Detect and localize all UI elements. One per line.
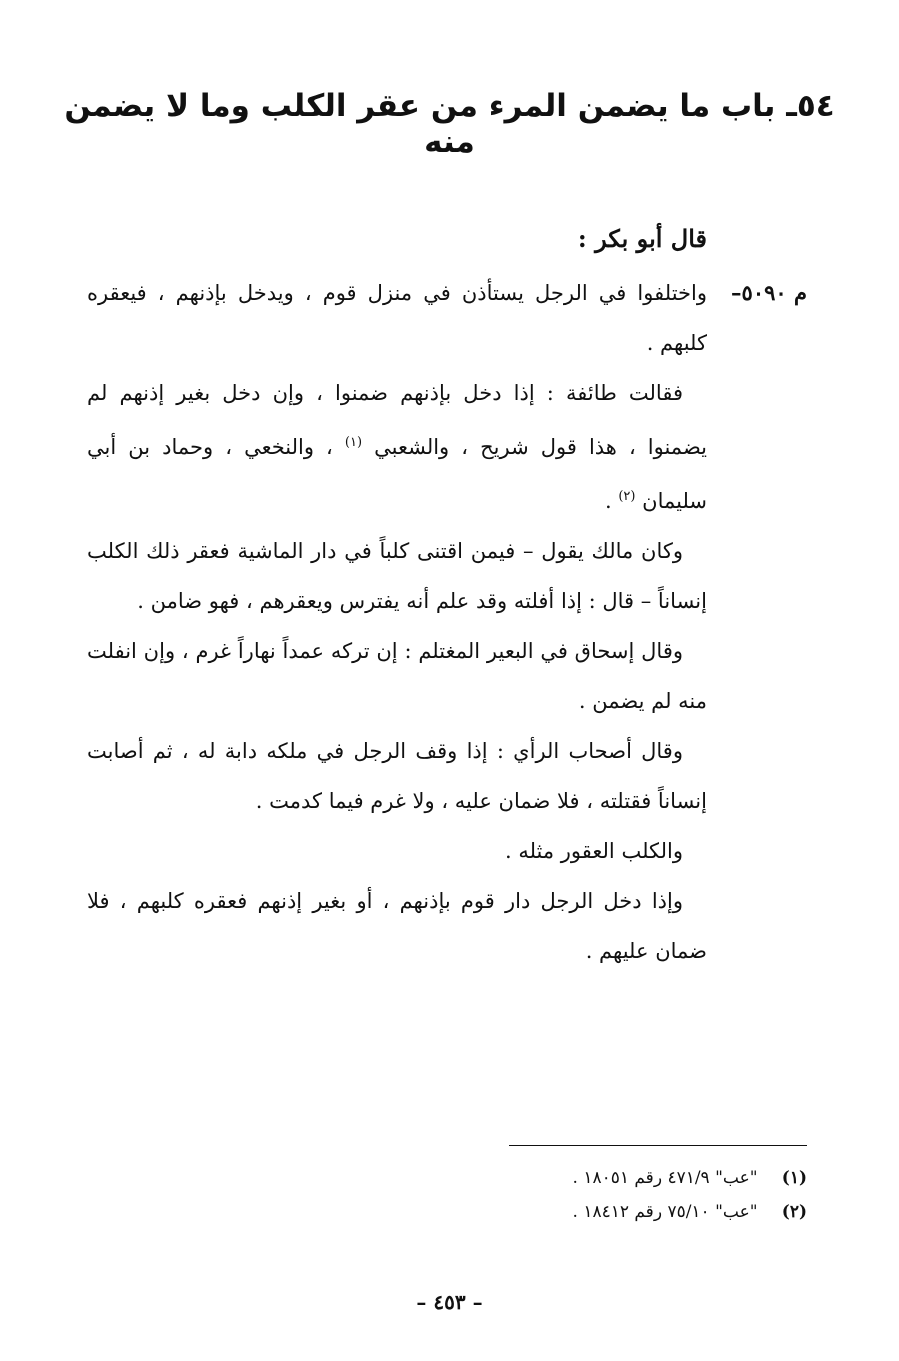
paragraph-3: وقال إسحاق في البعير المغتلم : إن تركه عمداً نهاراً غرم ، وإن انفلت منه لم يضمن . — [87, 639, 707, 713]
paragraph-1-part-b: ، والنخعي ، وحماد بن أبي سليمان — [87, 435, 707, 513]
paragraph-2: وكان مالك يقول – فيمن اقتنى كلباً في دار الماشية فعقر ذلك الكلب إنساناً – قال : إذا أفلته وقد علم أنه يفترس ويعقرهم ، فهو ضامن . — [87, 539, 707, 613]
footnote-1 — [387, 1161, 807, 1195]
footnote-marker: (١) — [781, 1168, 807, 1188]
footnote-text: "عب" ٤٧١/٩ رقم ١٨٠٥١ . — [572, 1168, 758, 1188]
footnotes — [387, 1161, 807, 1229]
entry-5090 — [87, 268, 807, 368]
footnote-divider — [509, 1145, 807, 1146]
entry-number: م ٥٠٩٠– — [731, 280, 807, 305]
main-text — [87, 214, 807, 976]
footnote-2 — [387, 1195, 807, 1229]
paragraph-6: وإذا دخل الرجل دار قوم بإذنهم ، أو بغير إذنهم فعقره كلبهم ، فلا ضمان عليهم . — [87, 889, 707, 963]
footnote-text: "عب" ٧٥/١٠ رقم ١٨٤١٢ . — [572, 1202, 758, 1222]
footnote-marker: (٢) — [781, 1202, 807, 1222]
opener-line: قال أبو بكر : — [577, 224, 707, 253]
footnote-ref-1[interactable]: (١) — [344, 435, 363, 450]
paragraph-1 — [87, 368, 807, 526]
entry-text: واختلفوا في الرجل يستأذن في منزل قوم ، ويدخل بإذنهم ، فيعقره كلبهم . — [87, 281, 707, 355]
paragraph-1-part-a: فقالت طائفة : إذا دخل بإذنهم ضمنوا ، وإن دخل بغير إذنهم لم يضمنوا ، هذا قول شريح ، والشعبي — [87, 381, 708, 459]
paragraph-1-part-c: . — [604, 489, 612, 513]
paragraph-5: والكلب العقور مثله . — [504, 839, 683, 863]
page-number: – ٤٥٣ – — [416, 1290, 483, 1314]
paragraph-4: وقال أصحاب الرأي : إذا وقف الرجل في ملكه دابة له ، ثم أصابت إنساناً فقتلته ، فلا ضمان عليه ، ولا غرم فيما كدمت . — [87, 739, 707, 813]
footnote-ref-2[interactable]: (٢) — [618, 489, 636, 504]
chapter-heading: ٥٤ـ باب ما يضمن المرء من عقر الكلب وما لا يضمن منه — [64, 88, 835, 160]
